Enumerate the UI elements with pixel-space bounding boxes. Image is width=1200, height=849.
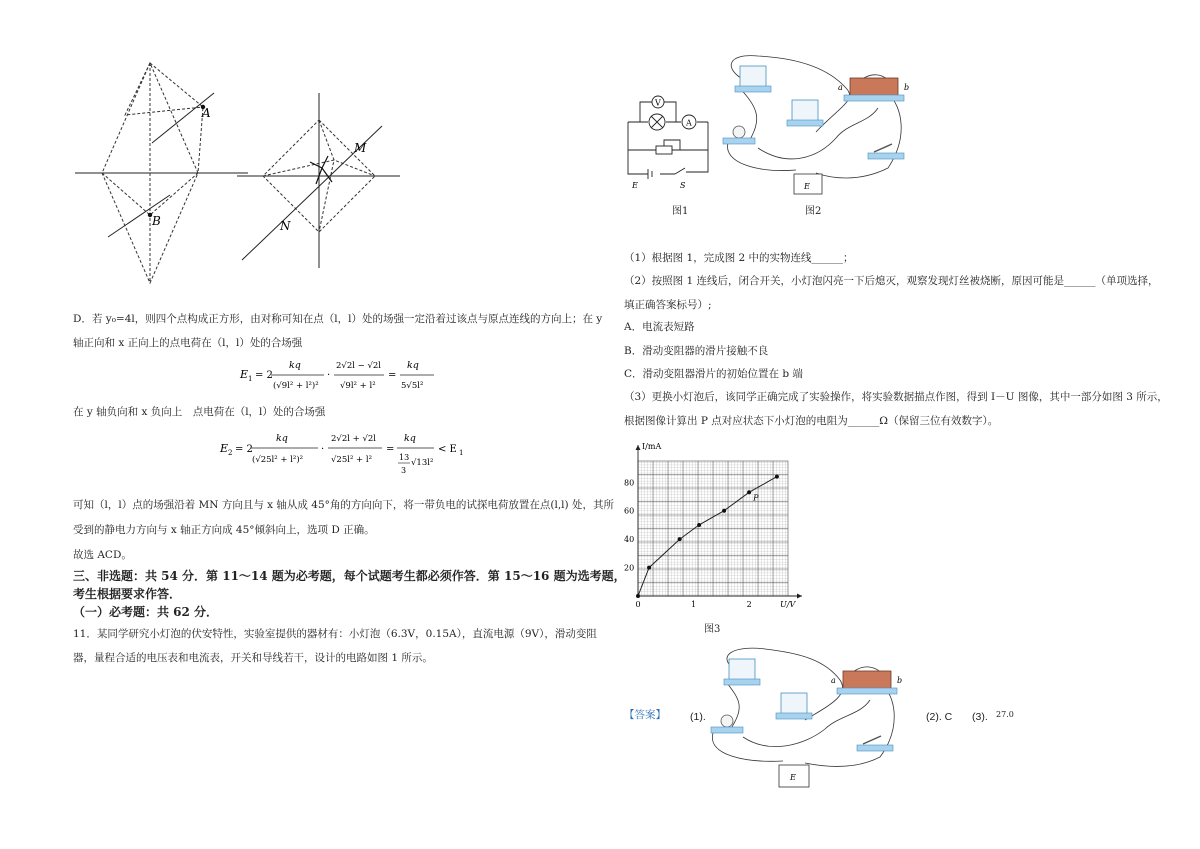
question-11-line-2: 器，量程合适的电压表和电流表，开关和导线若干，设计的电路如图 1 所示。 <box>73 652 433 664</box>
apparatus-a-label: a <box>838 83 843 92</box>
data-point <box>678 537 682 541</box>
eq2-frac2-den: √25l² + l² <box>331 455 373 465</box>
y-axis-arrow <box>636 445 641 450</box>
data-point <box>747 490 751 494</box>
option-d-line-1: D．若 y₀=4l，则四个点构成正方形，由对称可知在点（l，l）处的场强一定沿着过该点与原点连线的方向上；在 y <box>73 313 603 325</box>
option-d-line-2: 轴正向和 x 正向上的点电荷在（l，l）处的合场强 <box>73 337 303 349</box>
x-axis-arrow <box>797 594 802 599</box>
apparatus-b-label: b <box>904 83 910 92</box>
circuit-s-label: S <box>680 181 686 190</box>
answer-2: (2). C <box>926 711 953 723</box>
equation-e1 <box>238 356 448 394</box>
question-3-line-2: 根据图像计算出 P 点对应状态下小灯泡的电阻为______Ω（保留三位有效数字）。 <box>624 415 999 427</box>
sub-heading: （一）必考题：共 62 分． <box>73 605 219 619</box>
data-point <box>697 523 701 527</box>
fig2-caption: 图2 <box>805 206 822 217</box>
x-tick-label: 1 <box>691 600 697 609</box>
fig1-caption: 图1 <box>672 206 689 217</box>
data-point <box>775 475 779 479</box>
eq2-frac3-num: kq <box>404 433 416 444</box>
answer-apparatus-figure <box>705 645 915 790</box>
label-a: A <box>202 106 211 120</box>
x-tick-label: 0 <box>635 600 641 609</box>
eq2-frac3-den-c: √13l² <box>411 458 434 468</box>
answer-1-label: (1). <box>690 711 706 723</box>
eq2-frac3-den-a: 13 <box>399 453 410 462</box>
circuit-e-label: E <box>632 181 638 190</box>
eq1-frac2-den: √9l² + l² <box>340 381 376 391</box>
question-11-line-1: 11．某同学研究小灯泡的伏安特性，实验室提供的器材有：小灯泡（6.3V，0.15A），直流电源（9V），滑动变阻 <box>73 628 597 640</box>
eq1-frac1-den: (√9l² + l²)² <box>273 381 319 391</box>
eq2-frac3-den-b: 3 <box>401 466 407 475</box>
answer-3-label: (3). <box>972 711 988 723</box>
circuit-diagram <box>620 92 715 190</box>
eq1-eq2: = <box>388 370 397 381</box>
question-3-line-1: （3）更换小灯泡后，该同学正确完成了实验操作，将实验数据描点作图，得到 I－U 图像，其中一部分如图 3 所示， <box>624 391 1168 403</box>
eq2-dot: · <box>321 444 325 455</box>
answer-apparatus-e-label: E <box>790 773 796 782</box>
data-point <box>636 594 640 598</box>
fig3-caption: 图3 <box>704 624 721 635</box>
answer-apparatus-b-label: b <box>897 676 903 685</box>
y-tick-label: 20 <box>624 563 635 573</box>
conclusion-line-1: 可知（l，l）点的场强沿着 MN 方向且与 x 轴从成 45°角的方向向下，将一带负电的试探电荷放置在点(l,l) 处，其所 <box>73 499 614 511</box>
label-b: B <box>152 214 161 228</box>
answer-apparatus-a-label: a <box>831 676 836 685</box>
left-figure-1 <box>70 55 250 295</box>
eq1-frac2-num: 2√2l − √2l <box>336 361 382 371</box>
eq2-lhs: E <box>220 442 229 455</box>
eq2-tail-sub: 1 <box>459 449 464 457</box>
option-c: C．滑动变阻器滑片的初始位置在 b 端 <box>624 368 803 380</box>
label-m: M <box>354 141 367 155</box>
conclusion-line-2: 受到的静电力方向与 x 轴正方向成 45°倾斜向上，选项 D 正确。 <box>73 524 375 536</box>
answer-tag: 【答案】 <box>624 709 666 721</box>
section-heading-1: 三、非选题：共 54 分．第 11～14 题为必考题，每个试题考生都必须作答．第 15～16 题为选考题， <box>73 569 626 583</box>
apparatus-e-label: E <box>804 182 810 191</box>
data-point <box>647 566 651 570</box>
section-heading-2: 考生根据要求作答． <box>73 587 182 601</box>
eq1-frac3-num: kq <box>407 360 419 371</box>
eq2-eq: = 2 <box>235 444 253 455</box>
label-n: N <box>280 219 291 233</box>
equation-e2 <box>218 426 468 484</box>
question-2-line-1: （2）按照图 1 连线后，闭合开关，小灯泡闪亮一下后熄灭，观察发现灯丝被烧断，原因可能是______（单项选择， <box>624 275 1159 287</box>
eq2-frac1-den: (√25l² + l²)² <box>252 455 304 465</box>
x-axis-label: U/V <box>780 600 796 609</box>
eq1-lhs: E <box>240 368 249 381</box>
circuit-v-label: V <box>655 98 661 108</box>
question-2-line-2: 填正确答案标号）; <box>624 299 712 311</box>
option-b: B．滑动变阻器的滑片接触不良 <box>624 345 769 357</box>
eq1-frac3-den: 5√5l² <box>401 381 424 391</box>
eq2-frac1-num: kq <box>276 433 288 444</box>
circuit-a-label: A <box>686 118 692 128</box>
eq1-eq: = 2 <box>255 370 273 381</box>
mid-line: 在 y 轴负向和 x 负向上 点电荷在（l，l）处的合场强 <box>73 406 326 418</box>
question-1: （1）根据图 1，完成图 2 中的实物连线______； <box>624 252 854 264</box>
answer-3-value: 27.0 <box>996 710 1014 719</box>
left-figure-2 <box>232 90 402 270</box>
eq1-sub: 1 <box>248 375 253 383</box>
eq2-sub: 2 <box>228 449 233 457</box>
option-a: A．电流表短路 <box>624 321 695 333</box>
data-point <box>722 509 726 513</box>
y-tick-label: 80 <box>624 478 635 488</box>
y-tick-label: 60 <box>624 506 635 516</box>
answer-line: 故选 ACD。 <box>73 549 132 561</box>
apparatus-figure <box>718 48 918 200</box>
iu-chart <box>620 435 820 615</box>
eq1-dot: · <box>327 370 331 381</box>
x-tick-label: 2 <box>746 600 752 609</box>
eq2-frac2-num: 2√2l + √2l <box>331 434 377 444</box>
eq2-tail: < E <box>438 444 457 455</box>
y-axis-label: I/mA <box>642 442 662 451</box>
point-p-label: P <box>753 493 759 503</box>
eq2-eq2: = <box>386 444 395 455</box>
y-tick-label: 40 <box>624 535 635 545</box>
eq1-frac1-num: kq <box>289 360 301 371</box>
